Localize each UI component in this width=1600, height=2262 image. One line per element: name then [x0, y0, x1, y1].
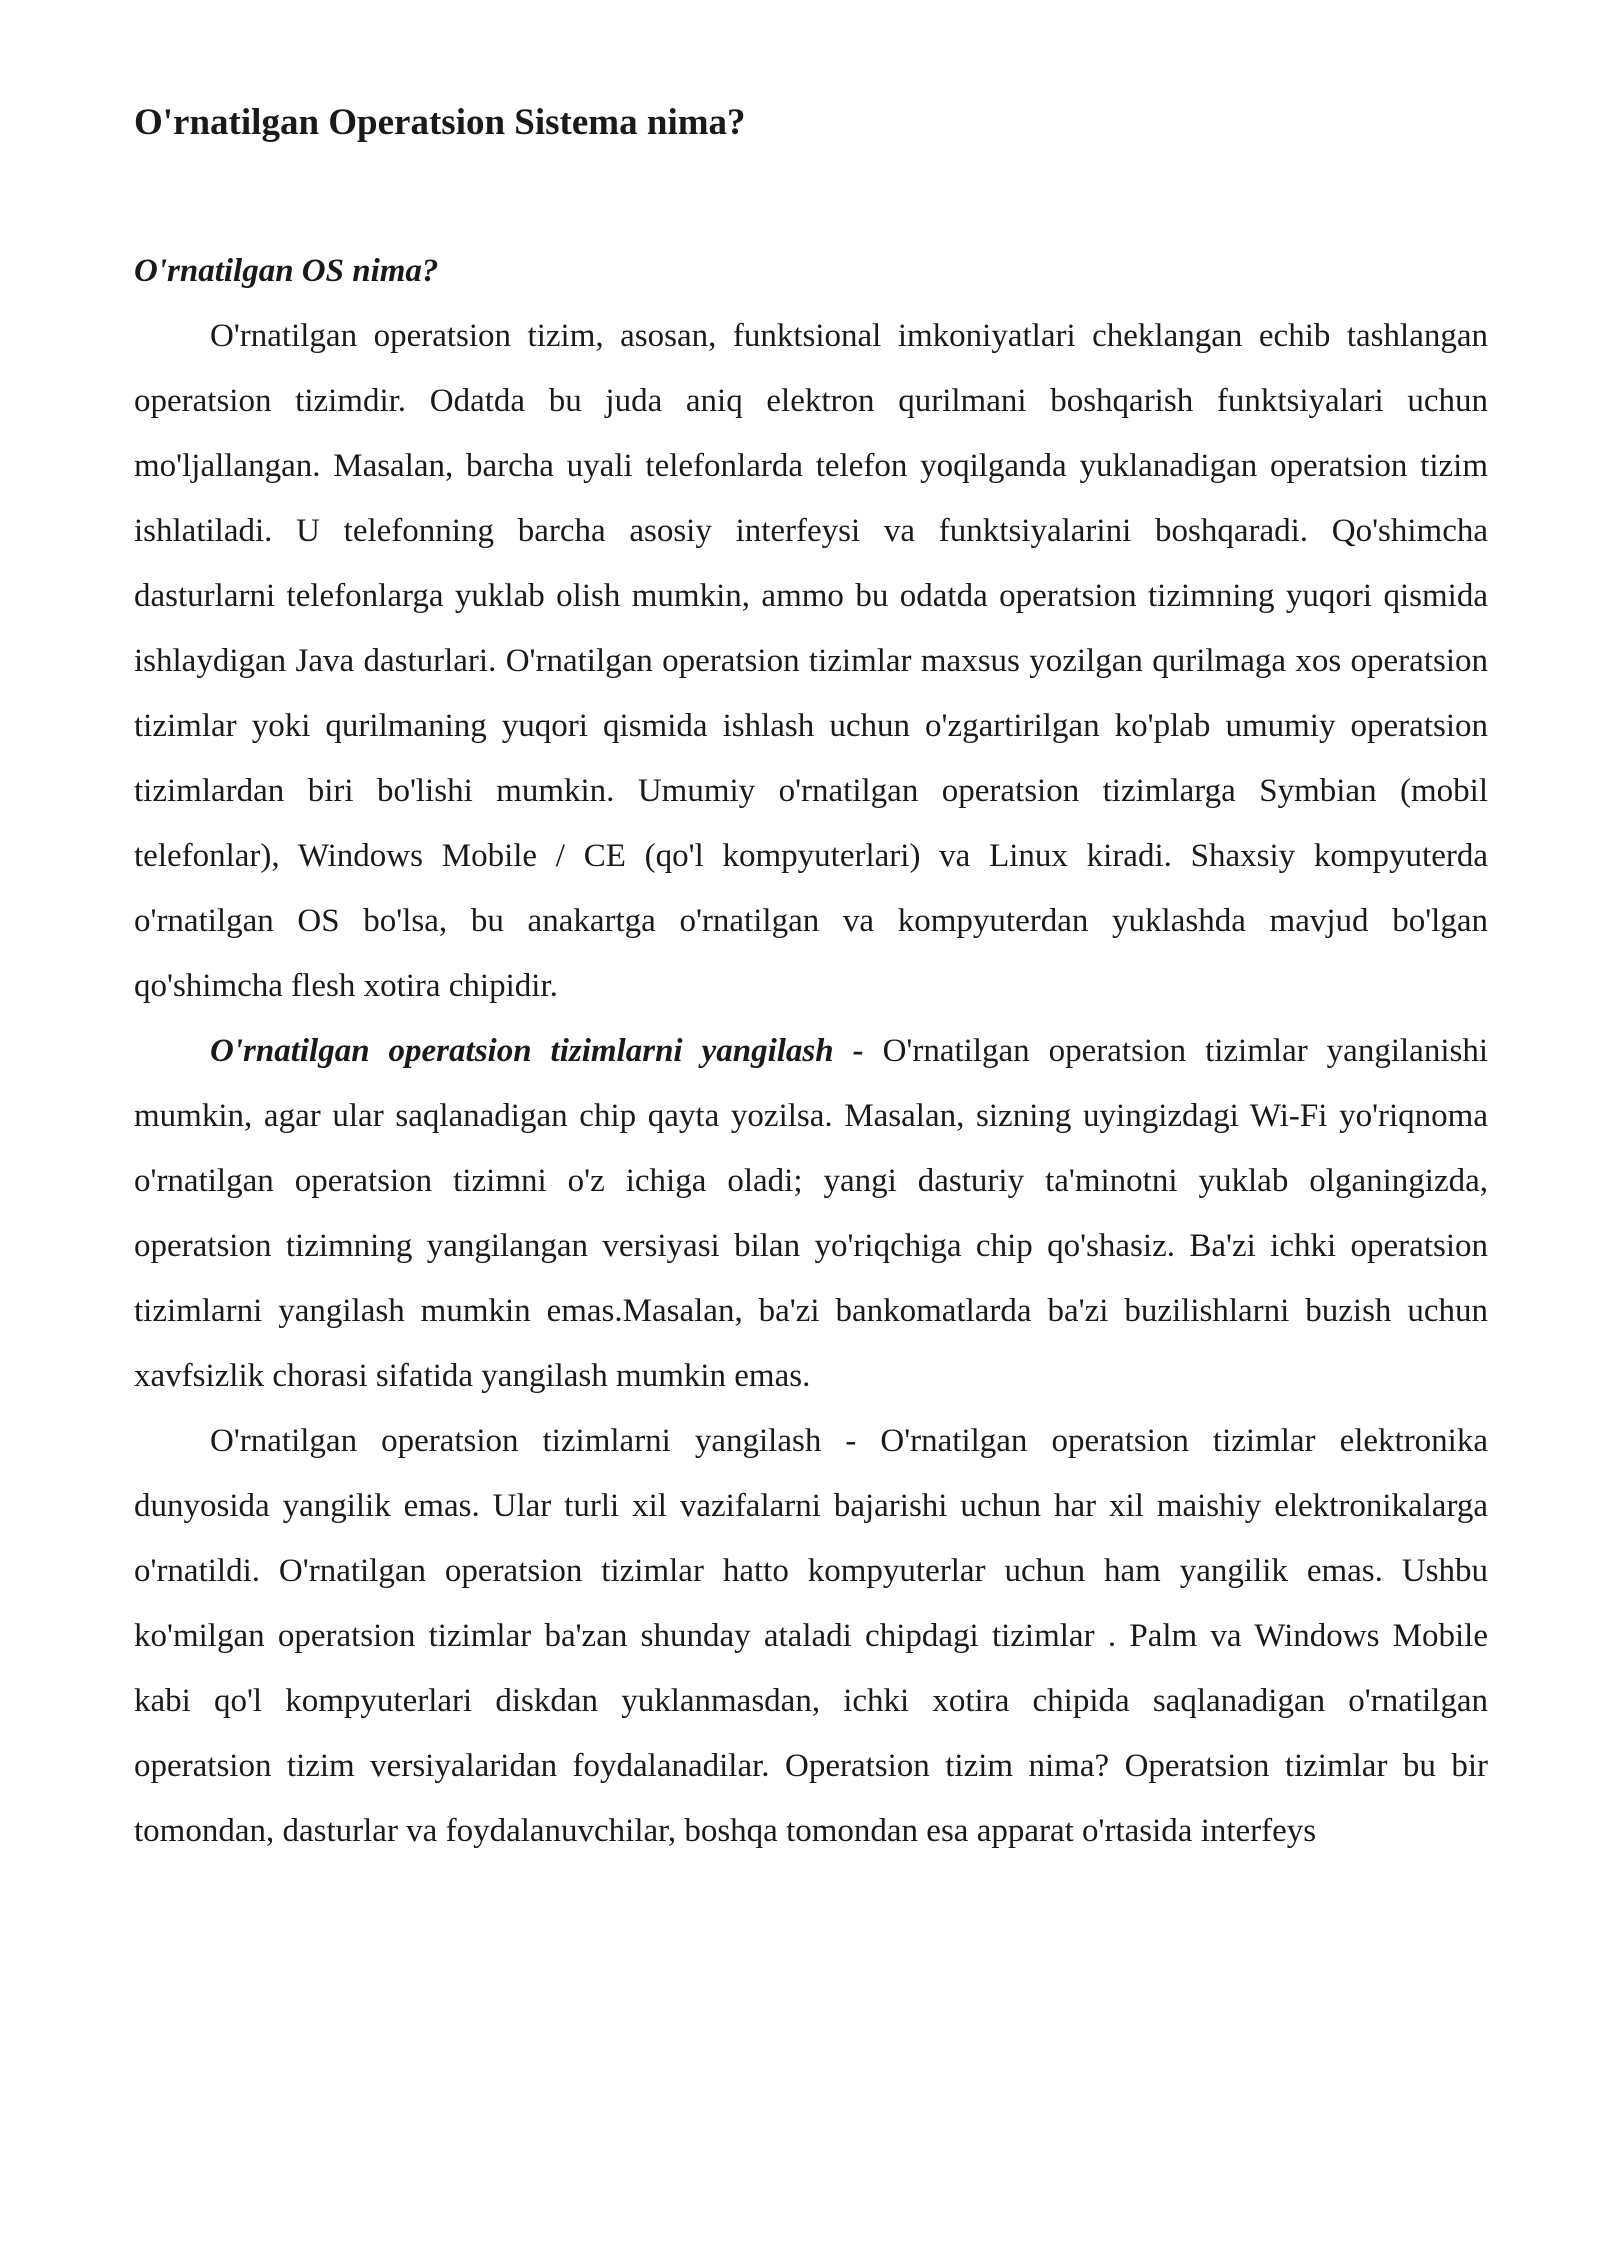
document-page [134, 95, 1488, 1864]
paragraph-1-text: O'rnatilgan operatsion tizim, asosan, funktsional imkoniyatlari cheklangan echib tashlangan operatsion tizimdir. Odatda bu juda aniq elektron qurilmani boshqarish funktsiyalari uchun mo'ljallangan. Masalan, barcha uyali telefonlarda telefon yoqilganda yuklanadigan operatsion tizim ishlatiladi. U telefonning barcha asosiy interfeysi va funktsiyalarini boshqaradi. Qo'shimcha dasturlarni telefonlarga yuklab olish mumkin, ammo bu odatda operatsion tizimning yuqori qismida ishlaydigan Java dasturlari. O'rnatilgan operatsion tizimlar maxsus yozilgan qurilmaga xos operatsion tizimlar yoki qurilmaning yuqori qismida ishlash uchun o'zgartirilgan ko'plab umumiy operatsion tizimlardan biri bo'lishi mumkin. Umumiy o'rnatilgan operatsion tizimlarga Symbian (mobil telefonlar), Windows Mobile / CE (qo'l kompyuterlari) va Linux kiradi. Shaxsiy kompyuterda o'rnatilgan OS bo'lsa, bu anakartga o'rnatilgan va kompyuterdan yuklashda mavjud bo'lgan qo'shimcha flesh xotira chipidir. [134, 318, 1488, 1004]
section-heading: O'rnatilgan OS nima? [134, 253, 439, 289]
paragraph-3 [134, 1409, 1488, 1864]
paragraph-2-lead: O'rnatilgan operatsion tizimlarni yangilash - [210, 1033, 864, 1069]
paragraph-2 [134, 1019, 1488, 1409]
paragraph-2-text: O'rnatilgan operatsion tizimlar yangilanishi mumkin, agar ular saqlanadigan chip qayta yozilsa. Masalan, sizning uyingizdagi Wi-Fi yo'riqnoma o'rnatilgan operatsion tizimni o'z ichiga oladi; yangi dasturiy ta'minotni yuklab olganingizda, operatsion tizimning yangilangan versiyasi bilan yo'riqchiga chip qo'shasiz. Ba'zi ichki operatsion tizimlarni yangilash mumkin emas.Masalan, ba'zi bankomatlarda ba'zi buzilishlarni buzish uchun xavfsizlik chorasi sifatida yangilash mumkin emas. [134, 1033, 1488, 1394]
paragraph-3-text: O'rnatilgan operatsion tizimlarni yangilash - O'rnatilgan operatsion tizimlar elektronika dunyosida yangilik emas. Ular turli xil vazifalarni bajarishi uchun har xil maishiy elektronikalarga o'rnatildi. O'rnatilgan operatsion tizimlar hatto kompyuterlar uchun ham yangilik emas. Ushbu ko'milgan operatsion tizimlar ba'zan shunday ataladi chipdagi tizimlar . Palm va Windows Mobile kabi qo'l kompyuterlari diskdan yuklanmasdan, ichki xotira chipida saqlanadigan o'rnatilgan operatsion tizim versiyalaridan foydalanadilar. Operatsion tizim nima? Operatsion tizimlar bu bir tomondan, dasturlar va foydalanuvchilar, boshqa tomondan esa apparat o'rtasida interfeys [134, 1423, 1488, 1849]
document-title: O'rnatilgan Operatsion Sistema nima? [134, 102, 746, 143]
paragraph-1 [134, 304, 1488, 1019]
